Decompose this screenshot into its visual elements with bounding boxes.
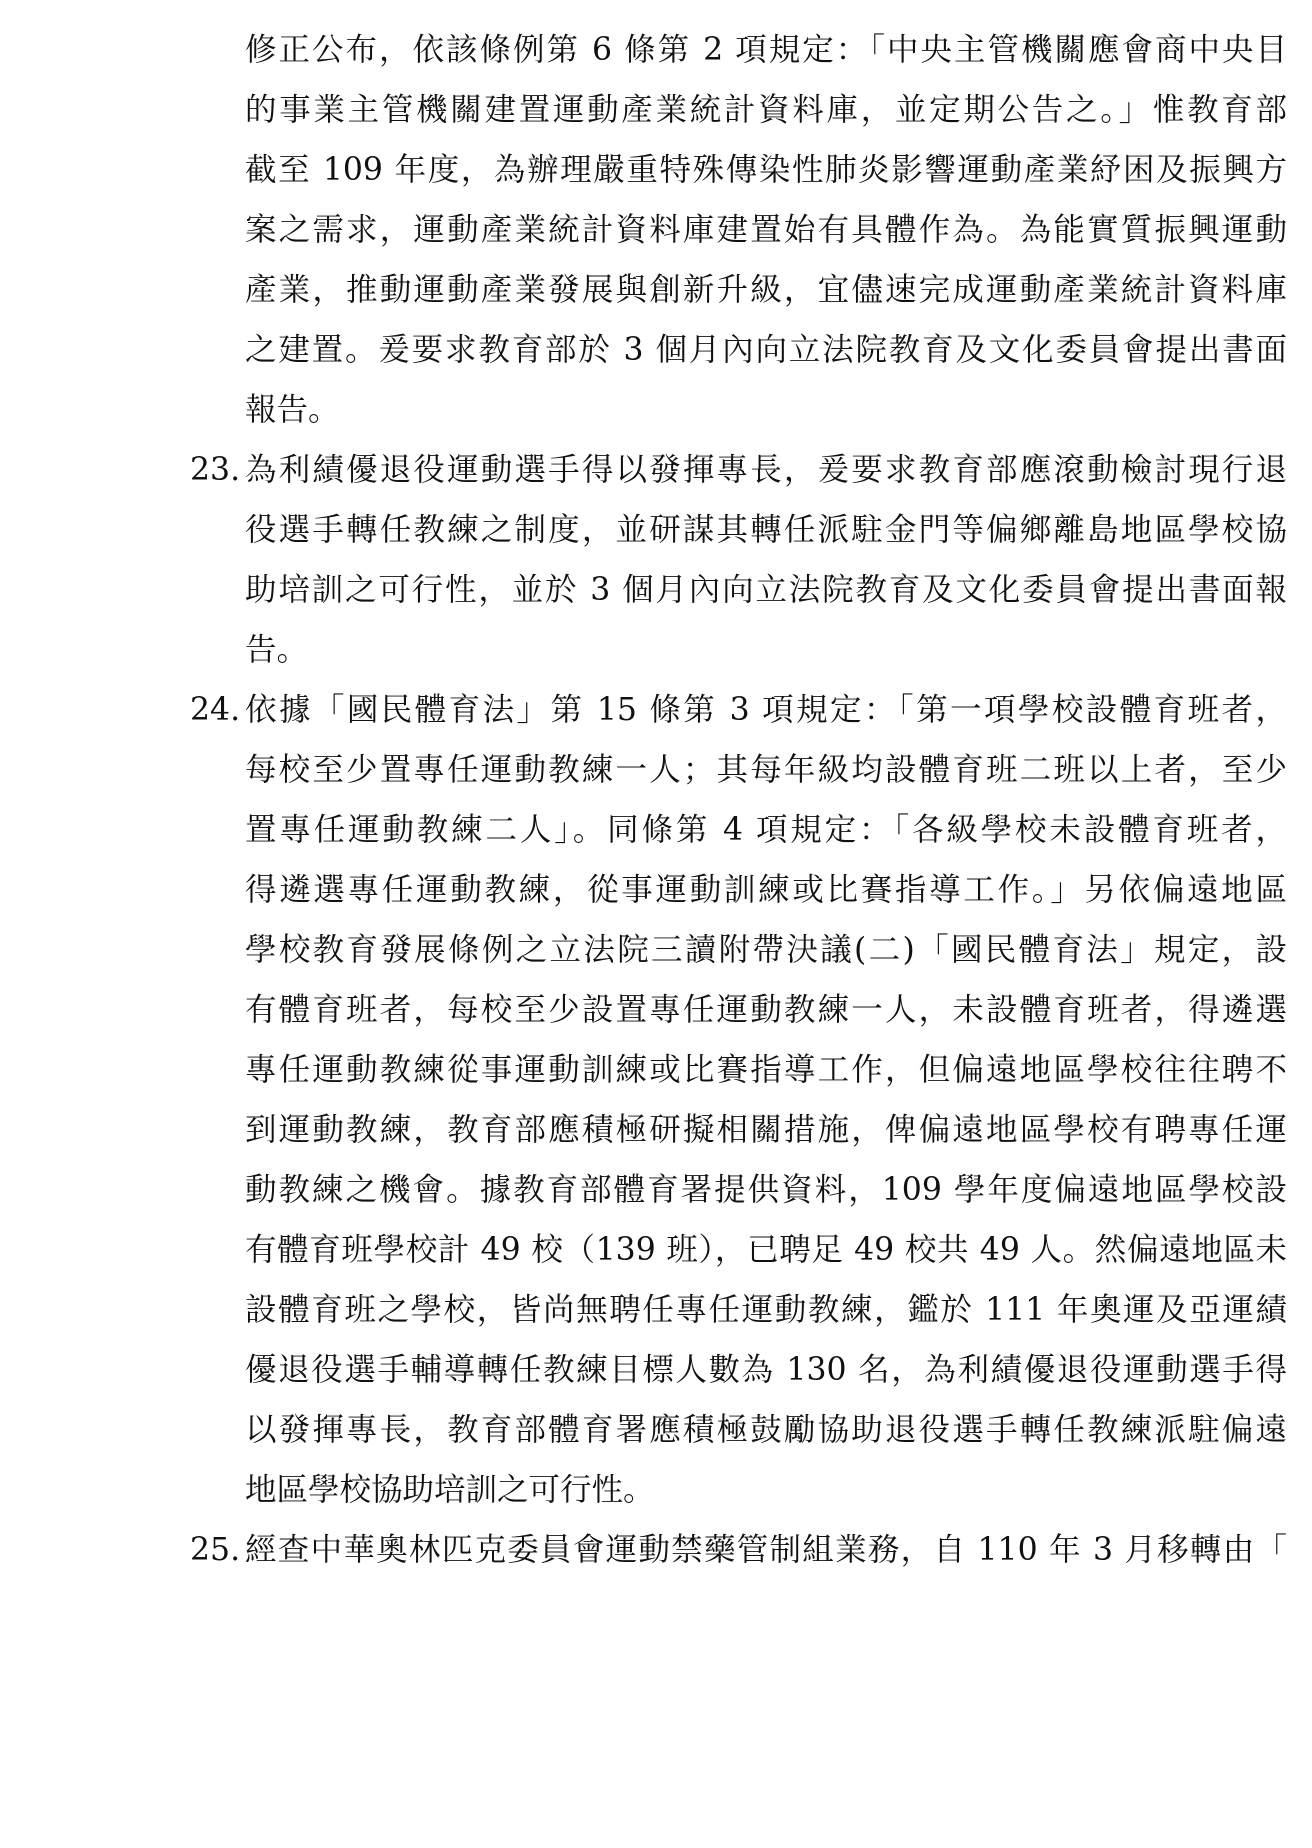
paragraph-line: 動教練之機會。據教育部體育署提供資料，109 學年度偏遠地區學校設 (245, 1172, 1287, 1208)
paragraph-line: 設體育班之學校，皆尚無聘任專任運動教練，鑑於 111 年奧運及亞運績 (245, 1292, 1287, 1328)
paragraph-line: 置專任運動教練二人」。同條第 4 項規定：「各級學校未設體育班者， (245, 812, 1287, 848)
paragraph-line: 得遴選專任運動教練，從事運動訓練或比賽指導工作。」另依偏遠地區 (245, 872, 1287, 908)
paragraph-line: 以發揮專長，教育部體育署應積極鼓勵協助退役選手轉任教練派駐偏遠 (245, 1412, 1287, 1448)
item-number: 24. (190, 692, 241, 728)
paragraph-line: 為利績優退役運動選手得以發揮專長，爰要求教育部應滾動檢討現行退 (245, 452, 1287, 488)
paragraph-line: 專任運動教練從事運動訓練或比賽指導工作，但偏遠地區學校往往聘不 (245, 1052, 1287, 1088)
paragraph-line: 告。 (245, 632, 309, 668)
paragraph-line: 學校教育發展條例之立法院三讀附帶決議(二)「國民體育法」規定，設 (245, 932, 1287, 968)
paragraph-line: 優退役選手輔導轉任教練目標人數為 130 名，為利績優退役運動選手得 (245, 1352, 1287, 1388)
item-number: 23. (190, 452, 241, 488)
paragraph-line: 案之需求，運動產業統計資料庫建置始有具體作為。為能實質振興運動 (245, 212, 1287, 248)
paragraph-line: 經查中華奧林匹克委員會運動禁藥管制組業務，自 110 年 3 月移轉由「 (245, 1532, 1287, 1568)
paragraph-line: 修正公布，依該條例第 6 條第 2 項規定：「中央主管機關應會商中央目 (245, 32, 1287, 68)
paragraph-line: 產業，推動運動產業發展與創新升級，宜儘速完成運動產業統計資料庫 (245, 272, 1287, 308)
paragraph-line: 有體育班者，每校至少設置專任運動教練一人，未設體育班者，得遴選 (245, 992, 1287, 1028)
paragraph-line: 之建置。爰要求教育部於 3 個月內向立法院教育及文化委員會提出書面 (245, 332, 1287, 368)
paragraph-line: 截至 109 年度，為辦理嚴重特殊傳染性肺炎影響運動產業紓困及振興方 (245, 152, 1287, 188)
paragraph-line: 到運動教練，教育部應積極研擬相關措施，俾偏遠地區學校有聘專任運 (245, 1112, 1287, 1148)
paragraph-line: 報告。 (245, 392, 340, 428)
paragraph-line: 依據「國民體育法」第 15 條第 3 項規定：「第一項學校設體育班者， (245, 692, 1287, 728)
paragraph-line: 地區學校協助培訓之可行性。 (245, 1472, 655, 1508)
paragraph-line: 役選手轉任教練之制度，並研謀其轉任派駐金門等偏鄉離島地區學校協 (245, 512, 1287, 548)
paragraph-line: 有體育班學校計 49 校（139 班），已聘足 49 校共 49 人。然偏遠地區未 (245, 1232, 1287, 1268)
paragraph-line: 每校至少置專任運動教練一人；其每年級均設體育班二班以上者，至少 (245, 752, 1287, 788)
item-number: 25. (190, 1532, 241, 1568)
paragraph-line: 的事業主管機關建置運動產業統計資料庫，並定期公告之。」惟教育部 (245, 92, 1287, 128)
paragraph-line: 助培訓之可行性，並於 3 個月內向立法院教育及文化委員會提出書面報 (245, 572, 1287, 608)
